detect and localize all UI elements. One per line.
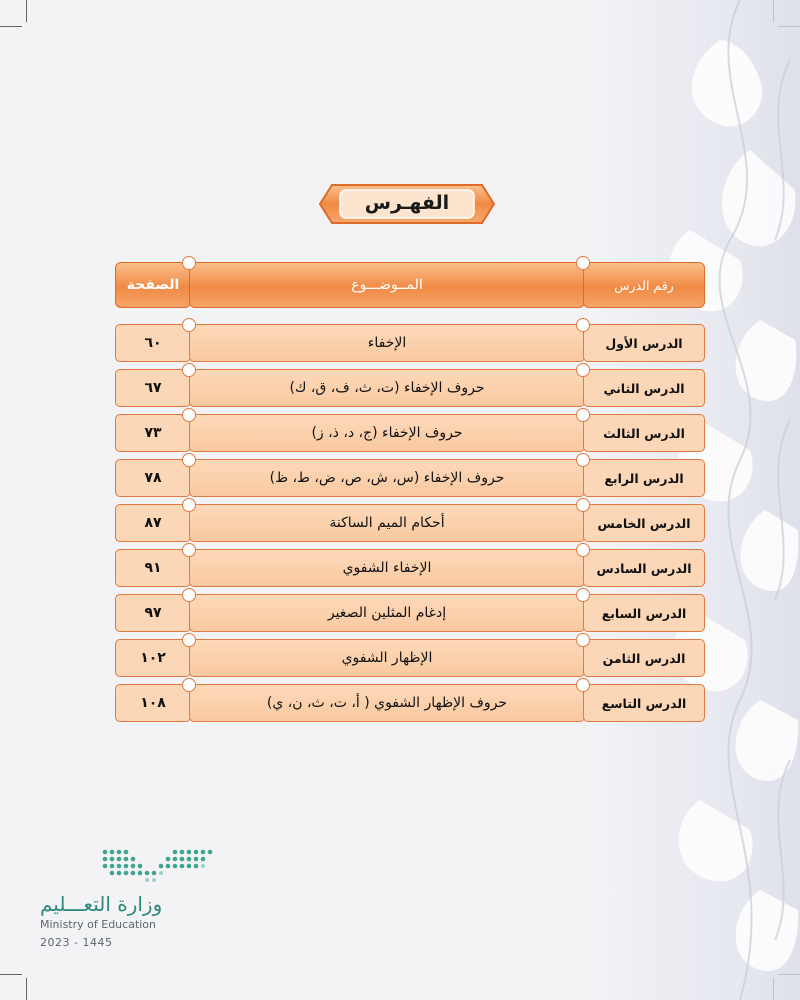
table-row bbox=[115, 549, 705, 594]
header-page: الصفحة bbox=[115, 262, 191, 308]
row-knob bbox=[576, 363, 590, 377]
page-number: ١٠٢ bbox=[115, 639, 191, 677]
crop-mark-bottom-left bbox=[0, 974, 22, 975]
topic: إدغام المثلين الصغير bbox=[189, 594, 585, 632]
lesson-label: الدرس الرابع bbox=[583, 459, 705, 497]
header-knob-left bbox=[182, 256, 196, 270]
row-knob bbox=[182, 498, 196, 512]
topic: أحكام الميم الساكنة bbox=[189, 504, 585, 542]
row-knob bbox=[182, 318, 196, 332]
page-number: ٧٣ bbox=[115, 414, 191, 452]
lesson-label: الدرس السادس bbox=[583, 549, 705, 587]
row-knob bbox=[182, 363, 196, 377]
ministry-name-english: Ministry of Education bbox=[40, 918, 157, 931]
table-row bbox=[115, 504, 705, 549]
lesson-label: الدرس الأول bbox=[583, 324, 705, 362]
crop-mark-top-left-v bbox=[26, 0, 27, 22]
row-knob bbox=[576, 453, 590, 467]
index-title-badge bbox=[318, 183, 496, 225]
page-number: ١٠٨ bbox=[115, 684, 191, 722]
header-topic: المــوضـــوع bbox=[189, 262, 585, 308]
row-knob bbox=[576, 318, 590, 332]
page-number: ٨٧ bbox=[115, 504, 191, 542]
table-header bbox=[115, 262, 705, 310]
page-number: ٧٨ bbox=[115, 459, 191, 497]
lesson-label: الدرس الثامن bbox=[583, 639, 705, 677]
row-knob bbox=[576, 588, 590, 602]
table-row bbox=[115, 414, 705, 459]
row-knob bbox=[182, 543, 196, 557]
topic: حروف الإخفاء (ج، د، ذ، ز) bbox=[189, 414, 585, 452]
header-lesson: رقم الدرس bbox=[583, 262, 705, 308]
row-knob bbox=[182, 408, 196, 422]
topic: الإخفاء bbox=[189, 324, 585, 362]
row-knob bbox=[182, 453, 196, 467]
row-knob bbox=[576, 633, 590, 647]
table-row bbox=[115, 369, 705, 414]
edition-year: 2023 - 1445 bbox=[40, 936, 113, 949]
table-row bbox=[115, 459, 705, 504]
topic: الإخفاء الشفوي bbox=[189, 549, 585, 587]
page-number: ٩١ bbox=[115, 549, 191, 587]
lesson-label: الدرس الثالث bbox=[583, 414, 705, 452]
page-number: ٦٠ bbox=[115, 324, 191, 362]
row-knob bbox=[576, 543, 590, 557]
topic: حروف الإخفاء (ت، ث، ف، ق، ك) bbox=[189, 369, 585, 407]
row-knob bbox=[182, 633, 196, 647]
topic: الإظهار الشفوي bbox=[189, 639, 585, 677]
index-title: الفهـرس bbox=[364, 192, 450, 214]
topic: حروف الإظهار الشفوي ( أ، ت، ث، ن، ي) bbox=[189, 684, 585, 722]
lesson-label: الدرس الخامس bbox=[583, 504, 705, 542]
topic: حروف الإخفاء (س، ش، ص، ض، ط، ظ) bbox=[189, 459, 585, 497]
crop-mark-bottom-left-v bbox=[26, 978, 27, 1000]
lesson-label: الدرس الثاني bbox=[583, 369, 705, 407]
table-row bbox=[115, 639, 705, 684]
table-row bbox=[115, 684, 705, 729]
row-knob bbox=[182, 588, 196, 602]
lesson-label: الدرس التاسع bbox=[583, 684, 705, 722]
page-number: ٩٧ bbox=[115, 594, 191, 632]
table-row bbox=[115, 324, 705, 369]
table-row bbox=[115, 594, 705, 639]
row-knob bbox=[576, 678, 590, 692]
index-table bbox=[115, 262, 705, 729]
row-knob bbox=[576, 498, 590, 512]
lesson-label: الدرس السابع bbox=[583, 594, 705, 632]
header-knob-right bbox=[576, 256, 590, 270]
ministry-name-arabic: وزارة التعـــليم bbox=[40, 892, 163, 916]
row-knob bbox=[182, 678, 196, 692]
crop-mark-top-left bbox=[0, 26, 22, 27]
ministry-logo-icon bbox=[40, 844, 230, 894]
page-number: ٦٧ bbox=[115, 369, 191, 407]
row-knob bbox=[576, 408, 590, 422]
